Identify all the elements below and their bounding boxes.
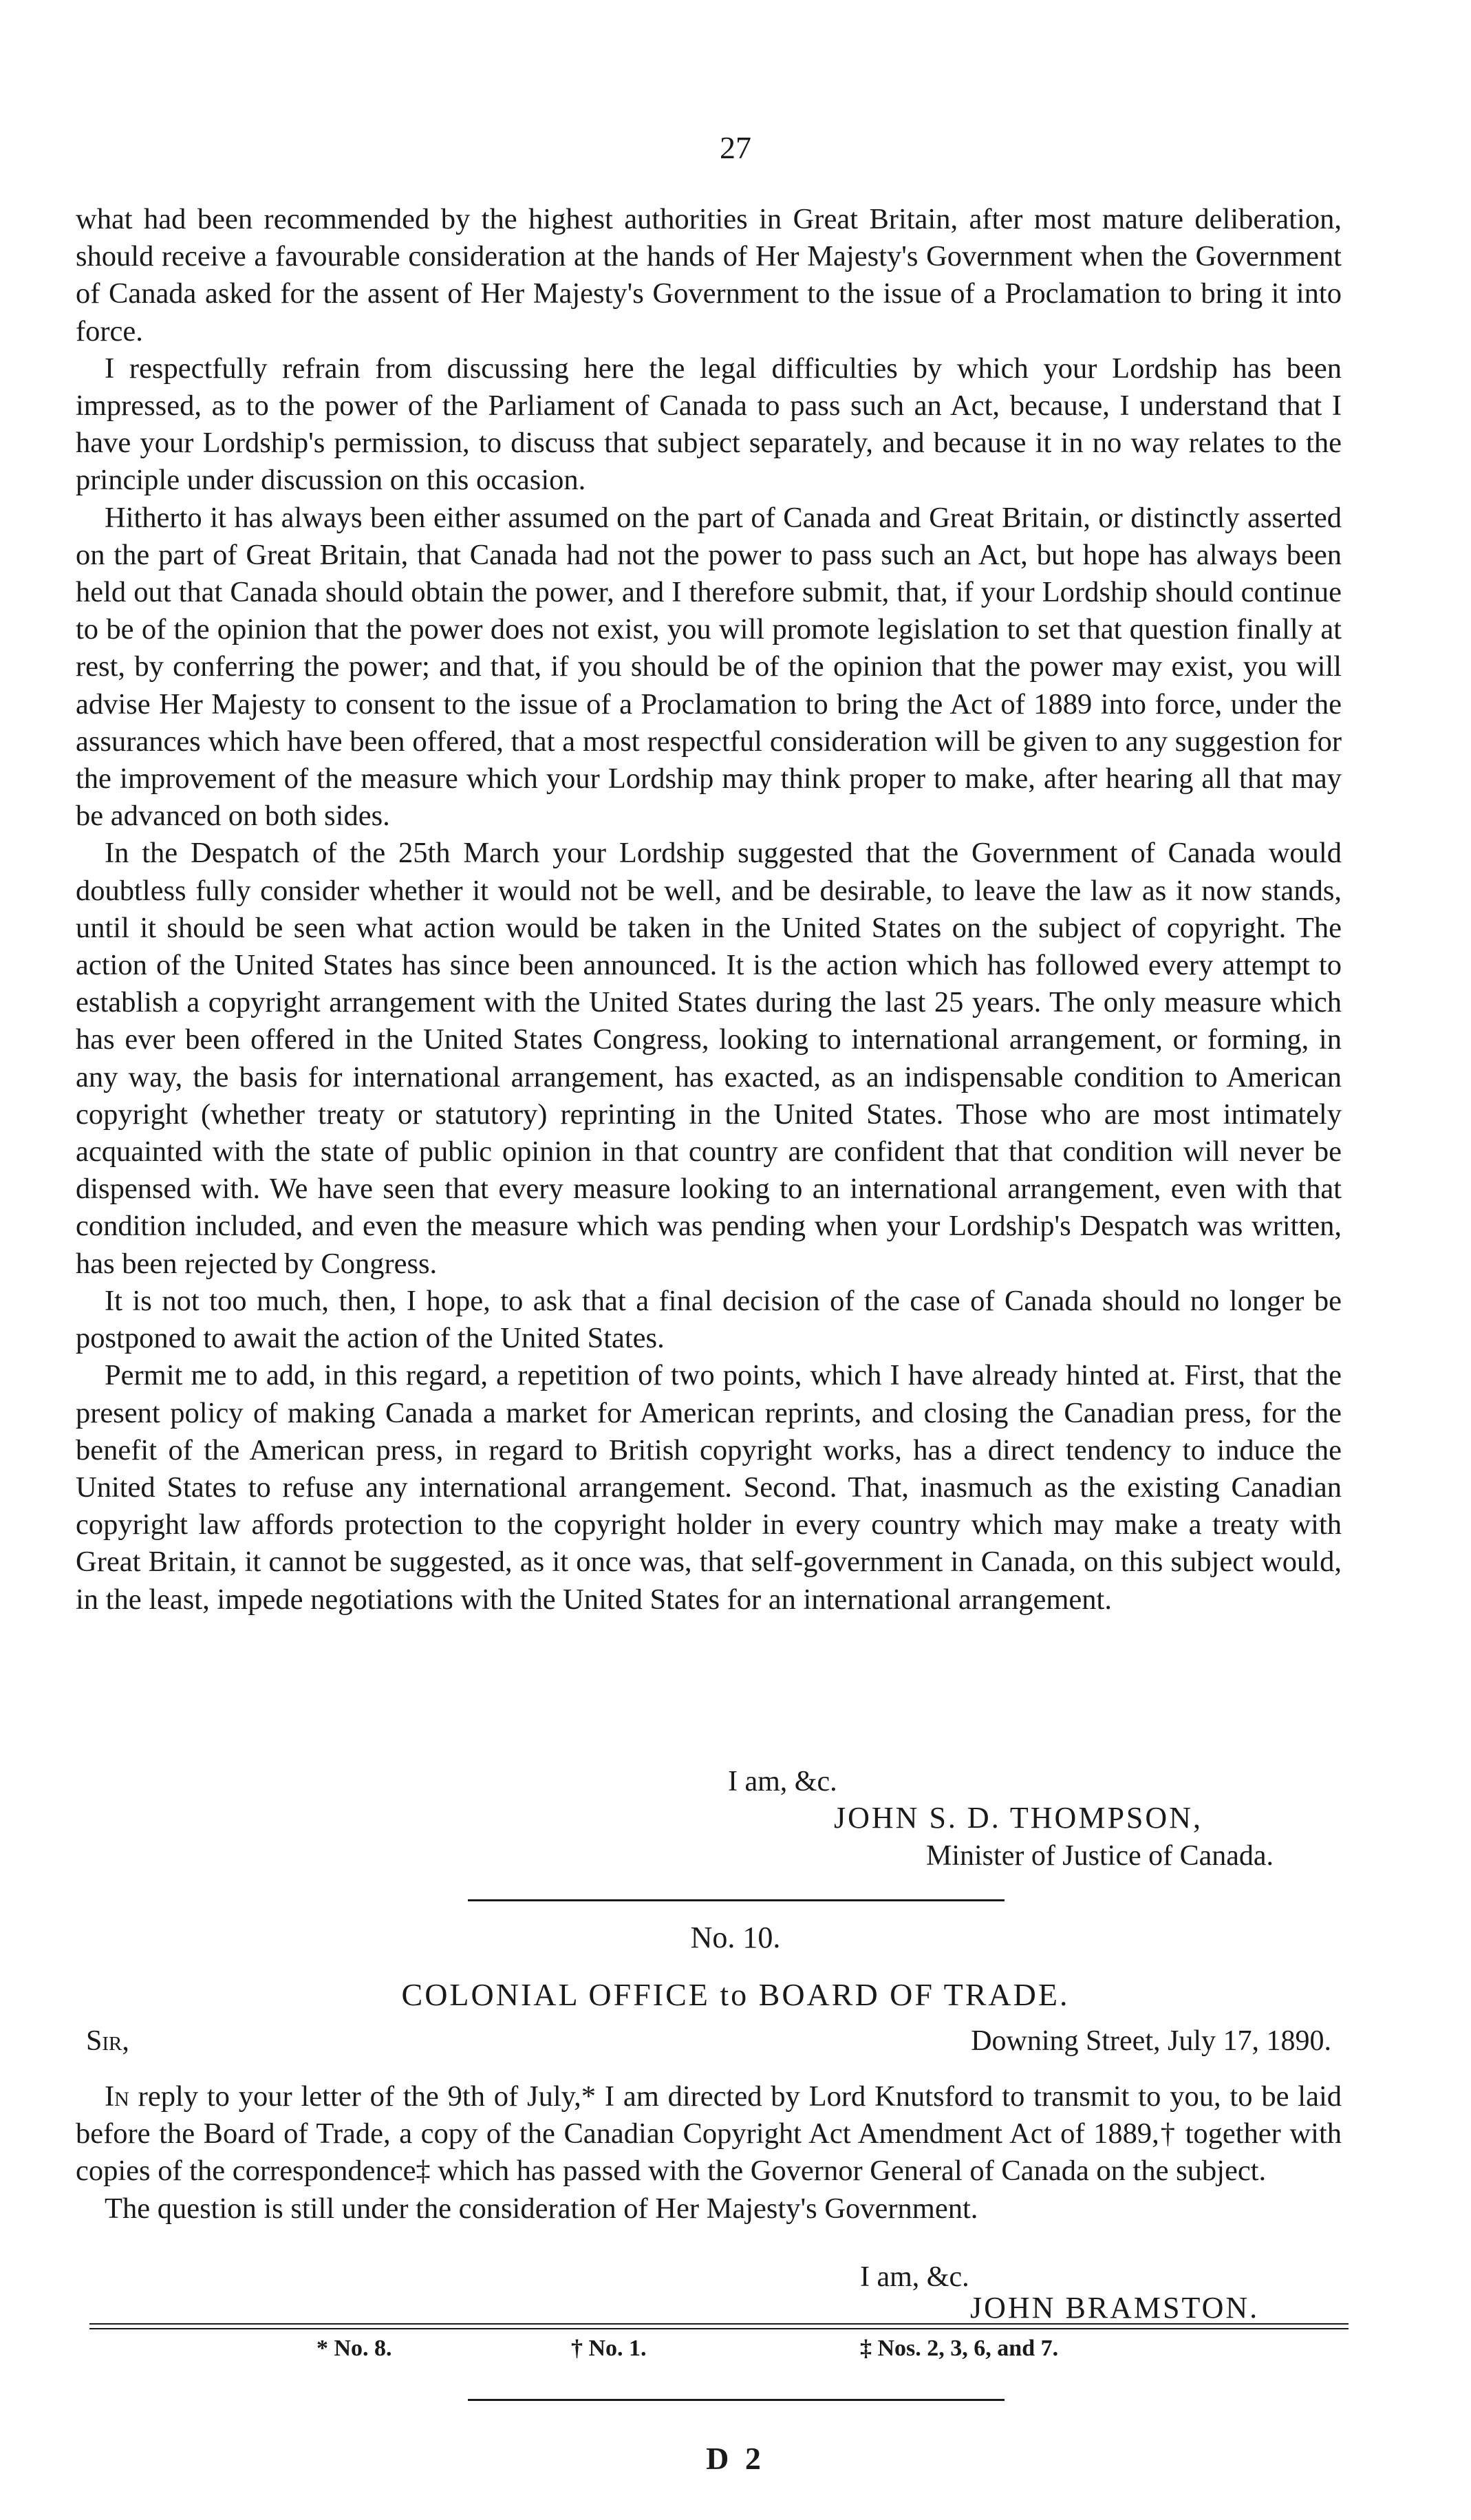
salutation-line — [86, 2025, 1331, 2058]
lead-word: In — [105, 2080, 129, 2113]
paragraph-text: reply to your letter of the 9th of July,* I am directed by Lord Knutsford to transmit to you, to be laid before the Board of Trade, a copy of the Canadian Copyright Act Amendment Act of 1889,† together with copies of the correspondence‡ which has passed with the Governor General of Canada on the subject. — [76, 2080, 1342, 2188]
footnote-divider — [89, 2323, 1349, 2329]
paragraph — [76, 2078, 1342, 2190]
footnote: † No. 1. — [571, 2336, 647, 2361]
signatory-name-2: JOHN BRAMSTON. — [970, 2291, 1260, 2325]
salutation: Sir, — [86, 2025, 129, 2057]
paragraph: what had been recommended by the highest authorities in Great Britain, after most mature deliberation, should receive a favourable consideration at the hands of Her Majesty's Government when the Government of Canada asked for the assent of Her Majesty's Government to the issue of a Proclamation to bring it into force. — [76, 203, 1342, 348]
paragraph: I respectfully refrain from discussing here the legal difficulties by which your Lordship has been impressed, as to the power of the Parliament of Canada to pass such an Act, because, I understand that I have your Lordship's permission, to discuss that subject separately, and because it in no way relates to the principle under discussion on this occasion. — [76, 352, 1342, 497]
section-divider — [468, 1899, 1005, 1901]
page-number: 27 — [720, 130, 751, 165]
letter-body — [76, 201, 1342, 1619]
signatory-name: JOHN S. D. THOMPSON, — [834, 1801, 1203, 1835]
paragraph: In the Despatch of the 25th March your Lordship suggested that the Government of Canada would doubtless fully consider whether it would not be well, and be desirable, to leave the law as it now stands, until it should be seen what action would be taken in the United States on the subject of copyright. The action of the United States has since been announced. It is the action which has followed every attempt to establish a copyright arrangement with the United States during the last 25 years. The only measure which has ever been offered in the United States Congress, looking to international arrangement, or forming, in any way, the basis for international arrangement, has exacted, as an indispensable condition to American copyright (whether treaty or statutory) reprinting in the United States. Those who are most intimately acquainted with the state of public opinion in that country are confident that that condition will never be dispensed with. We have seen that every measure looking to an international arrangement, even with that condition included, and even the measure which was pending when your Lordship's Despatch was written, has been rejected by Congress. — [76, 837, 1342, 1280]
closing-line-2: I am, &c. — [860, 2261, 969, 2293]
closing-line: I am, &c. — [728, 1766, 837, 1797]
bottom-divider — [468, 2399, 1005, 2401]
paragraph: The question is still under the consideration of Her Majesty's Government. — [105, 2192, 978, 2225]
paragraph: Permit me to add, in this regard, a repetition of two points, which I have already hinted at. First, that the present policy of making Canada a market for American reprints, and closing the Canadian press, for the benefit of the American press, in regard to British copyright works, has a direct tendency to induce the United States to refuse any international arrangement. Second. That, inasmuch as the existing Canadian copyright law affords protection to the copyright holder in every country which may make a treaty with Great Britain, it cannot be suggested, as it once was, that self-government in Canada, on this subject would, in the least, impede negotiations with the United States for an international arrangement. — [76, 1359, 1342, 1616]
document-heading: COLONIAL OFFICE to BOARD OF TRADE. — [401, 1977, 1070, 2012]
footnote: ‡ Nos. 2, 3, 6, and 7. — [860, 2336, 1059, 2361]
place-date: Downing Street, July 17, 1890. — [971, 2025, 1331, 2057]
letter-body-2 — [76, 2078, 1342, 2228]
footnote: * No. 8. — [316, 2336, 392, 2361]
signatory-title: Minister of Justice of Canada. — [926, 1840, 1274, 1872]
paragraph: It is not too much, then, I hope, to ask that a final decision of the case of Canada should no longer be postponed to await the action of the United States. — [76, 1284, 1342, 1355]
paragraph: Hitherto it has always been either assumed on the part of Canada and Great Britain, or distinctly asserted on the part of Great Britain, that Canada had not the power to pass such an Act, but hope has always been held out that Canada should obtain the power, and I therefore submit, that, if your Lordship should continue to be of the opinion that the power does not exist, you will promote legislation to set that question finally at rest, by conferring the power; and that, if you should be of the opinion that the power may exist, you will advise Her Majesty to consent to the issue of a Proclamation to bring the Act of 1889 into force, under the assurances which have been offered, that a most respectful consideration will be given to any suggestion for the improvement of the measure which your Lordship may think proper to make, after hearing all that may be advanced on both sides. — [76, 501, 1342, 833]
sheet-mark: D 2 — [706, 2441, 765, 2476]
document-number: No. 10. — [690, 1921, 781, 1954]
